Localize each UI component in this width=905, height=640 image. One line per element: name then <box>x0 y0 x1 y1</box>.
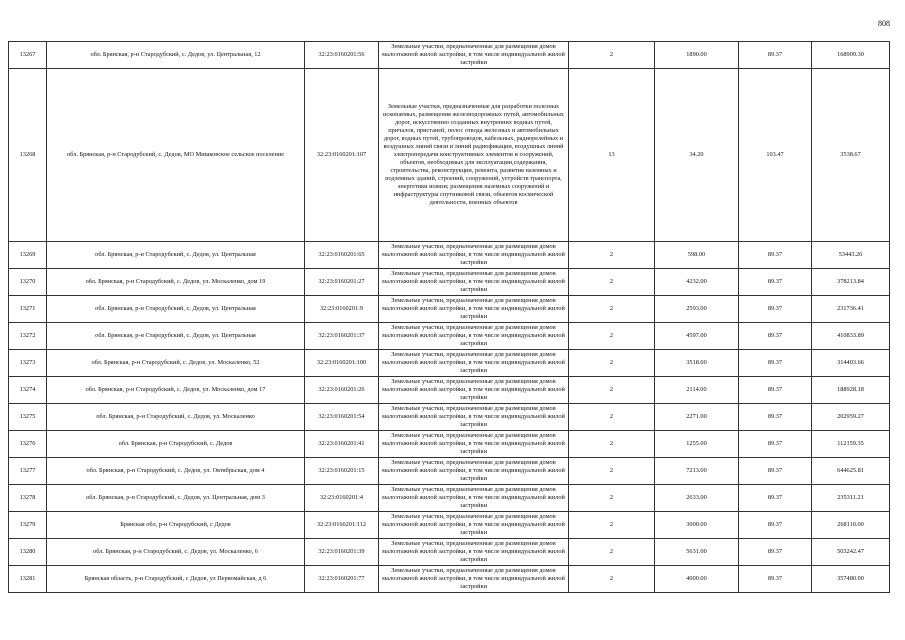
group-cell: 2 <box>569 242 655 269</box>
cadastral-value-cell: 235311.21 <box>812 485 890 512</box>
row-number-cell: 13279 <box>9 512 47 539</box>
table-row <box>9 269 890 296</box>
land-use-cell: Земельные участки, предназначенные для размещения домов малоэтажной жилой застройки, в том числе индивидуальной жилой застройки <box>379 242 569 269</box>
land-use-cell: Земельные участки, предназначенные для размещения домов малоэтажной жилой застройки, в том числе индивидуальной жилой застройки <box>379 323 569 350</box>
address-cell: обл. Брянская, р-н Стародубский, с. Дедов, ул. Центральная, 12 <box>47 42 305 69</box>
land-use-cell: Земельные участки, предназначенные для размещения домов малоэтажной жилой застройки, в том числе индивидуальной жилой застройки <box>379 458 569 485</box>
area-cell: 34.20 <box>655 69 739 242</box>
group-cell: 2 <box>569 566 655 593</box>
unit-price-cell: 89.37 <box>739 431 812 458</box>
cadastral-value-cell: 188928.18 <box>812 377 890 404</box>
row-number-cell: 13271 <box>9 296 47 323</box>
cadastral-value-cell: 3538.67 <box>812 69 890 242</box>
area-cell: 2271.00 <box>655 404 739 431</box>
cadastral-value-cell: 53443.26 <box>812 242 890 269</box>
area-cell: 4000.00 <box>655 566 739 593</box>
row-number-cell: 13269 <box>9 242 47 269</box>
row-number-cell: 13277 <box>9 458 47 485</box>
table-row <box>9 296 890 323</box>
land-use-cell: Земельные участки, предназначенные для размещения домов малоэтажной жилой застройки, в том числе индивидуальной жилой застройки <box>379 431 569 458</box>
table-row <box>9 377 890 404</box>
row-number-cell: 13274 <box>9 377 47 404</box>
address-cell: обл. Брянская, р-н Стародубский, с. Дедов, ул. Москаленко, дом 17 <box>47 377 305 404</box>
table-row <box>9 512 890 539</box>
table-row <box>9 485 890 512</box>
cadastral-value-cell: 112159.35 <box>812 431 890 458</box>
table-row <box>9 42 890 69</box>
address-cell: Брянская область, р-н Стародубский, с Дедов, ул Первомайская, д 6 <box>47 566 305 593</box>
row-number-cell: 13272 <box>9 323 47 350</box>
group-cell: 2 <box>569 42 655 69</box>
table-body <box>9 42 890 593</box>
address-cell: обл. Брянская, р-н Стародубский, с. Дедов, ул. Москаленко, 6 <box>47 539 305 566</box>
group-cell: 2 <box>569 296 655 323</box>
cadastral-number-cell: 32:23:0160201:100 <box>305 350 379 377</box>
land-use-cell: Земельные участки, предназначенные для размещения домов малоэтажной жилой застройки, в том числе индивидуальной жилой застройки <box>379 377 569 404</box>
address-cell: обл. Брянская, р-н Стародубский, с. Дедов, ул. Москаленко, дом 19 <box>47 269 305 296</box>
group-cell: 2 <box>569 323 655 350</box>
cadastral-number-cell: 32:23:0160201:107 <box>305 69 379 242</box>
unit-price-cell: 89.37 <box>739 242 812 269</box>
table-row <box>9 431 890 458</box>
land-use-cell: Земельные участки, предназначенные для размещения домов малоэтажной жилой застройки, в том числе индивидуальной жилой застройки <box>379 350 569 377</box>
group-cell: 2 <box>569 485 655 512</box>
unit-price-cell: 89.37 <box>739 42 812 69</box>
cadastral-value-cell: 378213.84 <box>812 269 890 296</box>
unit-price-cell: 89.37 <box>739 539 812 566</box>
cadastral-number-cell: 32:23:0160201:39 <box>305 539 379 566</box>
address-cell: обл. Брянская, р-н Стародубский, с. Дедов <box>47 431 305 458</box>
unit-price-cell: 89.37 <box>739 404 812 431</box>
unit-price-cell: 89.37 <box>739 269 812 296</box>
row-number-cell: 13278 <box>9 485 47 512</box>
address-cell: обл. Брянская, р-н Стародубский, с. Дедов, ул. Центральная <box>47 242 305 269</box>
cadastral-number-cell: 32:23:0160201:65 <box>305 242 379 269</box>
cadastral-value-cell: 314403.66 <box>812 350 890 377</box>
cadastral-number-cell: 32:23:0160201:54 <box>305 404 379 431</box>
cadastral-number-cell: 32:23:0160201:77 <box>305 566 379 593</box>
cadastral-value-cell: 168909.30 <box>812 42 890 69</box>
area-cell: 1890.00 <box>655 42 739 69</box>
table-row <box>9 350 890 377</box>
row-number-cell: 13275 <box>9 404 47 431</box>
land-use-cell: Земельные участки, предназначенные для размещения домов малоэтажной жилой застройки, в том числе индивидуальной жилой застройки <box>379 404 569 431</box>
area-cell: 598.00 <box>655 242 739 269</box>
land-use-cell: Земельные участки, предназначенные для размещения домов малоэтажной жилой застройки, в том числе индивидуальной жилой застройки <box>379 566 569 593</box>
address-cell: обл. Брянская, р-н Стародубский, с. Дедов, ул. Центральная, дом 3 <box>47 485 305 512</box>
group-cell: 2 <box>569 458 655 485</box>
unit-price-cell: 89.37 <box>739 485 812 512</box>
unit-price-cell: 103.47 <box>739 69 812 242</box>
row-number-cell: 13267 <box>9 42 47 69</box>
address-cell: обл. Брянская, р-н Стародубский, с. Дедов, МО Мишковское сельское поселение <box>47 69 305 242</box>
table-row <box>9 242 890 269</box>
area-cell: 2593.00 <box>655 296 739 323</box>
cadastral-value-cell: 644625.81 <box>812 458 890 485</box>
land-use-cell: Земельные участки, предназначенные для размещения домов малоэтажной жилой застройки, в том числе индивидуальной жилой застройки <box>379 539 569 566</box>
unit-price-cell: 89.37 <box>739 512 812 539</box>
group-cell: 2 <box>569 377 655 404</box>
address-cell: обл. Брянская, р-н Стародубский, с. Дедов, ул. Центральная <box>47 296 305 323</box>
group-cell: 13 <box>569 69 655 242</box>
address-cell: Брянская обл, р-н Стародубский, с Дедов <box>47 512 305 539</box>
row-number-cell: 13270 <box>9 269 47 296</box>
table-row <box>9 566 890 593</box>
cadastral-number-cell: 32:23:0160201:4 <box>305 485 379 512</box>
unit-price-cell: 89.37 <box>739 323 812 350</box>
area-cell: 3518.00 <box>655 350 739 377</box>
unit-price-cell: 89.37 <box>739 377 812 404</box>
land-use-cell: Земельные участки, предназначенные для размещения домов малоэтажной жилой застройки, в том числе индивидуальной жилой застройки <box>379 485 569 512</box>
unit-price-cell: 89.37 <box>739 296 812 323</box>
land-registry-table <box>8 41 890 593</box>
area-cell: 1255.00 <box>655 431 739 458</box>
area-cell: 4597.00 <box>655 323 739 350</box>
cadastral-number-cell: 32:23:0160201:56 <box>305 42 379 69</box>
group-cell: 2 <box>569 404 655 431</box>
row-number-cell: 13268 <box>9 69 47 242</box>
group-cell: 2 <box>569 350 655 377</box>
table-row <box>9 458 890 485</box>
cadastral-value-cell: 202959.27 <box>812 404 890 431</box>
row-number-cell: 13273 <box>9 350 47 377</box>
unit-price-cell: 89.37 <box>739 566 812 593</box>
group-cell: 2 <box>569 539 655 566</box>
cadastral-number-cell: 32:23:0160201:41 <box>305 431 379 458</box>
address-cell: обл. Брянская, р-н Стародубский, с. Дедов, ул. Центральная <box>47 323 305 350</box>
unit-price-cell: 89.37 <box>739 350 812 377</box>
area-cell: 3000.00 <box>655 512 739 539</box>
address-cell: обл. Брянская, р-н Стародубский, с. Дедов, ул. Москаленко, 52 <box>47 350 305 377</box>
land-use-cell: Земельные участки, предназначенные для размещения домов малоэтажной жилой застройки, в том числе индивидуальной жилой застройки <box>379 269 569 296</box>
row-number-cell: 13276 <box>9 431 47 458</box>
land-use-cell: Земельные участки, предназначенные для размещения домов малоэтажной жилой застройки, в том числе индивидуальной жилой застройки <box>379 42 569 69</box>
cadastral-value-cell: 503242.47 <box>812 539 890 566</box>
cadastral-number-cell: 32:23:0160201:27 <box>305 269 379 296</box>
cadastral-value-cell: 357480.00 <box>812 566 890 593</box>
area-cell: 5631.00 <box>655 539 739 566</box>
cadastral-number-cell: 32:23:0160201:9 <box>305 296 379 323</box>
cadastral-value-cell: 268110.00 <box>812 512 890 539</box>
address-cell: обл. Брянская, р-н Стародубский, с. Дедов, ул. Октябрьская, дом 4 <box>47 458 305 485</box>
row-number-cell: 13280 <box>9 539 47 566</box>
cadastral-number-cell: 32:23:0160201:15 <box>305 458 379 485</box>
area-cell: 4232.00 <box>655 269 739 296</box>
table-row <box>9 323 890 350</box>
row-number-cell: 13281 <box>9 566 47 593</box>
address-cell: обл. Брянская, р-н Стародубский, с. Дедов, ул. Москаленко <box>47 404 305 431</box>
cadastral-number-cell: 32:23:0160201:26 <box>305 377 379 404</box>
cadastral-value-cell: 231736.41 <box>812 296 890 323</box>
group-cell: 2 <box>569 431 655 458</box>
cadastral-number-cell: 32:23:0160201:37 <box>305 323 379 350</box>
area-cell: 7213.00 <box>655 458 739 485</box>
cadastral-value-cell: 410833.89 <box>812 323 890 350</box>
table-row <box>9 69 890 242</box>
table-row <box>9 539 890 566</box>
group-cell: 2 <box>569 269 655 296</box>
page-number: 808 <box>878 19 890 28</box>
unit-price-cell: 89.37 <box>739 458 812 485</box>
area-cell: 2114.00 <box>655 377 739 404</box>
area-cell: 2633.00 <box>655 485 739 512</box>
land-use-cell: Земельные участки, предназначенные для размещения домов малоэтажной жилой застройки, в том числе индивидуальной жилой застройки <box>379 512 569 539</box>
land-use-cell: Земельные участки, предназначенные для разработки полезных ископаемых, размещения железнодорожных путей, автомобильных дорог, искусственно созданных внутренних водных путей, причалов, пристаней, полос отвода железных и автомобильных дорог, водных путей, трубопроводов, кабельных, радиорелейных и воздушных линий связи и линий радиофикации, воздушных линий электропередачи конструктивных элементов и сооружений, объектов, необходимых для эксплуатации,содержания, строительства, реконструкции, ремонта, развития наземных и подземных зданий, строений, сооружений, устройств транспорта, энергетики исвязи; размещения наземных сооружений и инфраструктуры спутниковой связи, объектов космической деятельности, военных объектов <box>379 69 569 242</box>
land-use-cell: Земельные участки, предназначенные для размещения домов малоэтажной жилой застройки, в том числе индивидуальной жилой застройки <box>379 296 569 323</box>
cadastral-number-cell: 32:23:0160201:112 <box>305 512 379 539</box>
group-cell: 2 <box>569 512 655 539</box>
table-row <box>9 404 890 431</box>
